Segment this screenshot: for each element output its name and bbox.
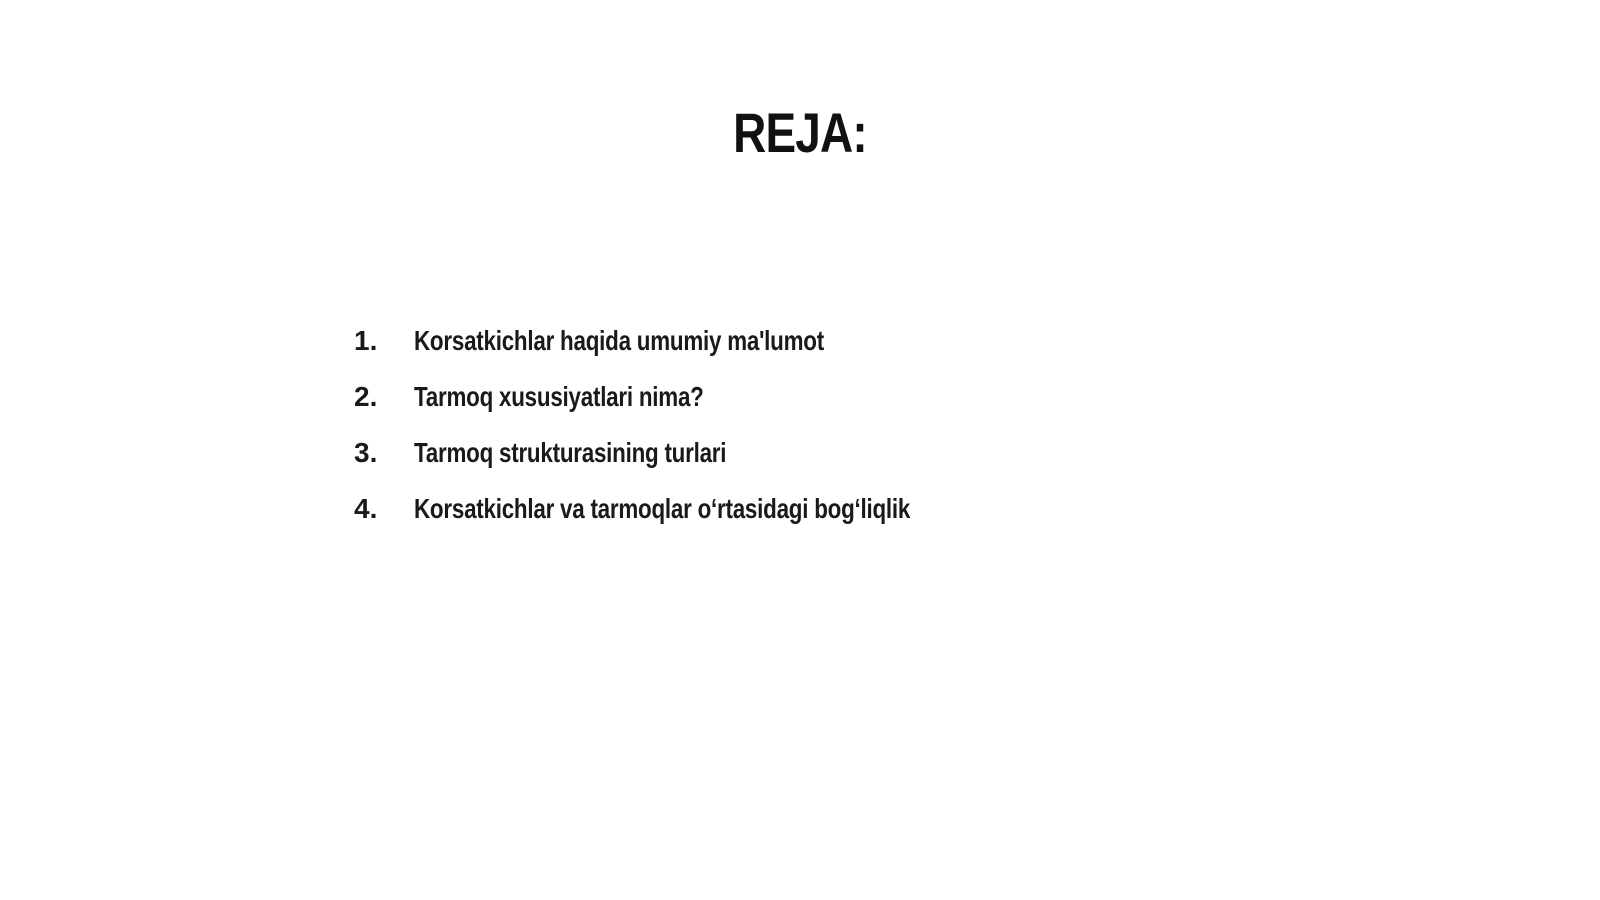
agenda-item-number: 4. xyxy=(354,493,378,524)
agenda-item xyxy=(354,493,1034,549)
agenda-item-number: 3. xyxy=(354,437,378,468)
agenda-item-number: 2. xyxy=(354,381,378,412)
agenda-item-text: Korsatkichlar haqida umumiy ma'lumot xyxy=(414,325,824,356)
agenda-item-number: 1. xyxy=(354,325,378,356)
agenda-item-text: Tarmoq xususiyatlari nima? xyxy=(414,381,704,412)
agenda-item xyxy=(354,381,1034,437)
agenda-list xyxy=(354,325,1034,549)
agenda-item-text: Korsatkichlar va tarmoqlar o‘rtasidagi bog‘liqlik xyxy=(414,493,911,524)
slide-title: REJA: xyxy=(733,101,867,164)
agenda-item xyxy=(354,437,1034,493)
agenda-item xyxy=(354,325,1034,381)
agenda-item-text: Tarmoq strukturasining turlari xyxy=(414,437,727,468)
